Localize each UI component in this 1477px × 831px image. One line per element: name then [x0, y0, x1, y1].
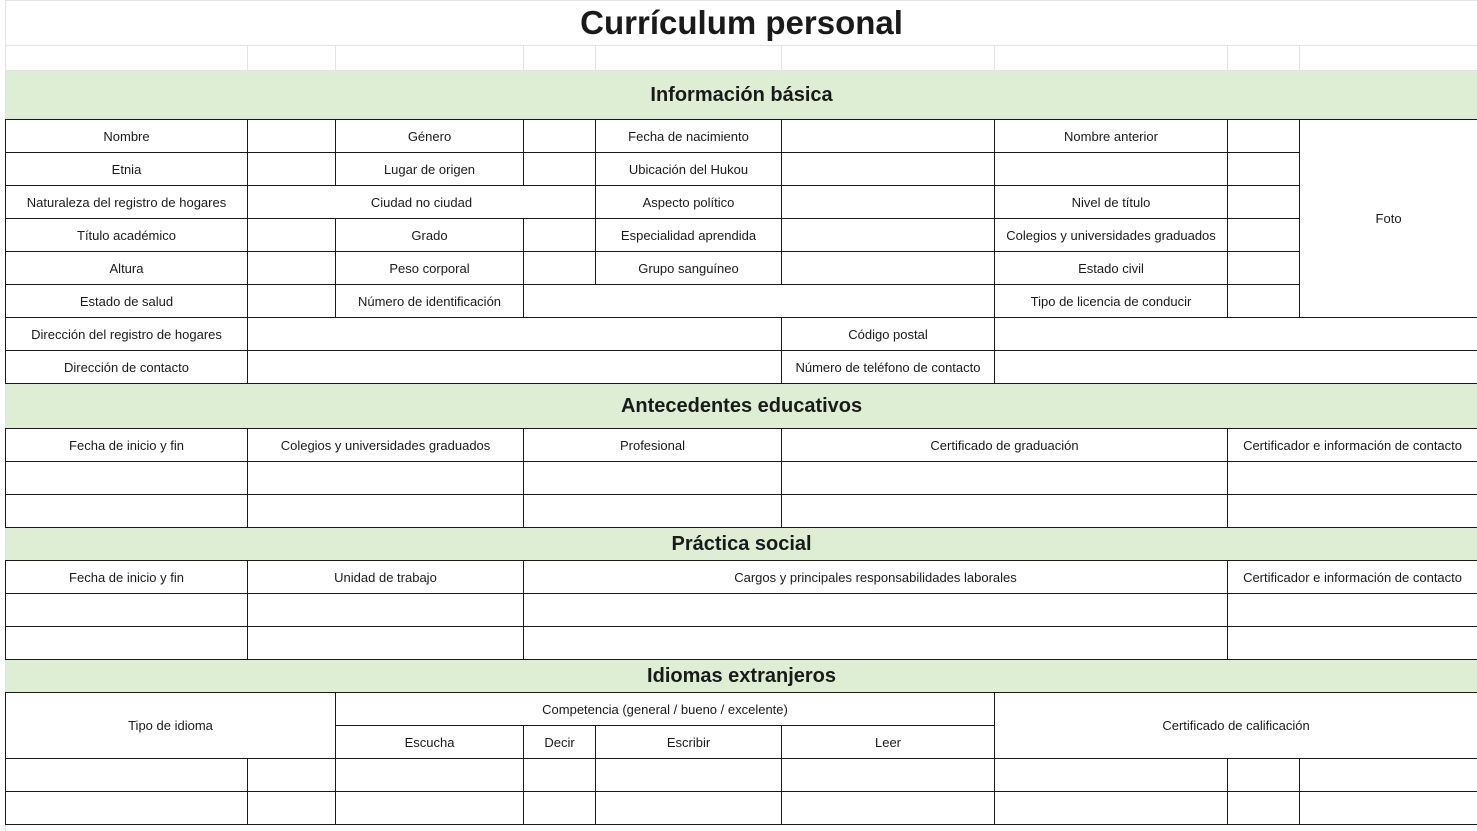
input-cell[interactable] [524, 153, 596, 186]
empty-cell[interactable] [248, 46, 336, 71]
input-cell[interactable] [524, 285, 995, 318]
input-cell[interactable] [6, 627, 248, 660]
input-cell[interactable] [6, 594, 248, 627]
lang-header-escribir: Escribir [596, 726, 782, 759]
input-cell[interactable] [6, 462, 248, 495]
input-cell[interactable] [782, 153, 995, 186]
input-cell[interactable] [336, 759, 524, 792]
input-cell[interactable] [248, 219, 336, 252]
input-cell[interactable] [248, 495, 524, 528]
input-cell[interactable] [248, 318, 782, 351]
label-altura: Altura [6, 252, 248, 285]
input-cell[interactable] [995, 351, 1477, 384]
input-cell[interactable] [1228, 252, 1300, 285]
input-cell[interactable] [995, 759, 1228, 792]
empty-cell[interactable] [524, 46, 596, 71]
label-genero: Género [336, 120, 524, 153]
input-cell[interactable] [782, 462, 1228, 495]
page-title: Currículum personal [6, 1, 1477, 46]
label-lugar-origen: Lugar de origen [336, 153, 524, 186]
input-cell[interactable] [596, 792, 782, 825]
edu-header-profesional: Profesional [524, 429, 782, 462]
practice-header-fecha: Fecha de inicio y fin [6, 561, 248, 594]
input-cell[interactable] [1228, 495, 1477, 528]
input-cell[interactable] [1228, 219, 1300, 252]
lang-header-certificado: Certificado de calificación [995, 693, 1477, 759]
input-cell[interactable] [6, 792, 248, 825]
label-ciudad-no-ciudad: Ciudad no ciudad [248, 186, 596, 219]
lang-header-leer: Leer [782, 726, 995, 759]
input-cell[interactable] [248, 462, 524, 495]
label-telefono: Número de teléfono de contacto [782, 351, 995, 384]
lang-header-tipo: Tipo de idioma [6, 693, 336, 759]
label-colegios: Colegios y universidades graduados [995, 219, 1228, 252]
label-grado: Grado [336, 219, 524, 252]
empty-cell[interactable] [995, 46, 1228, 71]
label-grupo-sanguineo: Grupo sanguíneo [596, 252, 782, 285]
lang-header-competencia: Competencia (general / bueno / excelente) [336, 693, 995, 726]
input-cell[interactable] [248, 153, 336, 186]
practice-header-cargos: Cargos y principales responsabilidades laborales [524, 561, 1228, 594]
empty-cell[interactable] [1228, 46, 1300, 71]
input-cell[interactable] [995, 792, 1228, 825]
input-cell[interactable] [248, 792, 336, 825]
input-cell[interactable] [1228, 627, 1477, 660]
input-cell[interactable] [248, 252, 336, 285]
input-cell[interactable] [524, 252, 596, 285]
edu-header-colegios: Colegios y universidades graduados [248, 429, 524, 462]
empty-cell[interactable] [596, 46, 782, 71]
input-cell[interactable] [1228, 759, 1300, 792]
input-cell[interactable] [1228, 792, 1300, 825]
section-header-basic: Información básica [6, 71, 1477, 120]
input-cell[interactable] [248, 759, 336, 792]
photo-cell[interactable]: Foto [1300, 120, 1477, 318]
label-nombre: Nombre [6, 120, 248, 153]
input-cell[interactable] [524, 594, 1228, 627]
input-cell[interactable] [248, 285, 336, 318]
input-cell[interactable] [524, 462, 782, 495]
input-cell[interactable] [248, 627, 524, 660]
input-cell[interactable] [1228, 120, 1300, 153]
label-direccion-contacto: Dirección de contacto [6, 351, 248, 384]
input-cell[interactable] [248, 120, 336, 153]
label-ubicacion-hukou: Ubicación del Hukou [596, 153, 782, 186]
input-cell[interactable] [524, 120, 596, 153]
input-cell[interactable] [1228, 285, 1300, 318]
input-cell[interactable] [782, 219, 995, 252]
input-cell[interactable] [524, 759, 596, 792]
label-direccion-registro: Dirección del registro de hogares [6, 318, 248, 351]
input-cell[interactable] [1228, 186, 1300, 219]
label-nombre-anterior: Nombre anterior [995, 120, 1228, 153]
input-cell[interactable] [1300, 792, 1477, 825]
empty-cell[interactable] [336, 46, 524, 71]
input-cell[interactable] [596, 759, 782, 792]
section-header-practice: Práctica social [6, 528, 1477, 561]
label-especialidad: Especialidad aprendida [596, 219, 782, 252]
label-nivel-titulo: Nivel de título [995, 186, 1228, 219]
input-cell[interactable] [524, 219, 596, 252]
input-cell[interactable] [6, 759, 248, 792]
section-header-education: Antecedentes educativos [6, 384, 1477, 429]
input-cell[interactable] [524, 495, 782, 528]
input-cell[interactable] [782, 792, 995, 825]
label-naturaleza-registro: Naturaleza del registro de hogares [6, 186, 248, 219]
input-cell[interactable] [782, 120, 995, 153]
input-cell[interactable] [782, 252, 995, 285]
edu-header-certificado: Certificado de graduación [782, 429, 1228, 462]
empty-cell[interactable] [1300, 46, 1477, 71]
label-numero-identificacion: Número de identificación [336, 285, 524, 318]
input-cell[interactable] [336, 792, 524, 825]
input-cell[interactable] [6, 495, 248, 528]
input-cell[interactable] [782, 186, 995, 219]
label-estado-civil: Estado civil [995, 252, 1228, 285]
input-cell[interactable] [995, 318, 1477, 351]
label-etnia: Etnia [6, 153, 248, 186]
edu-header-certificador: Certificador e información de contacto [1228, 429, 1477, 462]
practice-header-unidad: Unidad de trabajo [248, 561, 524, 594]
label-peso: Peso corporal [336, 252, 524, 285]
input-cell[interactable] [1300, 759, 1477, 792]
input-cell[interactable] [1228, 462, 1477, 495]
input-cell[interactable] [1228, 153, 1300, 186]
label-codigo-postal: Código postal [782, 318, 995, 351]
practice-header-certificador: Certificador e información de contacto [1228, 561, 1477, 594]
label-estado-salud: Estado de salud [6, 285, 248, 318]
input-cell[interactable] [782, 759, 995, 792]
empty-cell[interactable] [6, 46, 248, 71]
section-header-languages: Idiomas extranjeros [6, 660, 1477, 693]
input-cell[interactable] [1228, 594, 1477, 627]
lang-header-decir: Decir [524, 726, 596, 759]
input-cell[interactable] [248, 351, 782, 384]
label-fecha-nacimiento: Fecha de nacimiento [596, 120, 782, 153]
label-titulo-academico: Título académico [6, 219, 248, 252]
input-cell[interactable] [524, 792, 596, 825]
edu-header-fecha: Fecha de inicio y fin [6, 429, 248, 462]
label-aspecto-politico: Aspecto político [596, 186, 782, 219]
lang-header-escucha: Escucha [336, 726, 524, 759]
input-cell[interactable] [248, 594, 524, 627]
empty-cell[interactable] [782, 46, 995, 71]
input-cell[interactable] [995, 153, 1228, 186]
input-cell[interactable] [524, 627, 1228, 660]
input-cell[interactable] [782, 495, 1228, 528]
label-licencia: Tipo de licencia de conducir [995, 285, 1228, 318]
resume-table [5, 0, 1477, 825]
